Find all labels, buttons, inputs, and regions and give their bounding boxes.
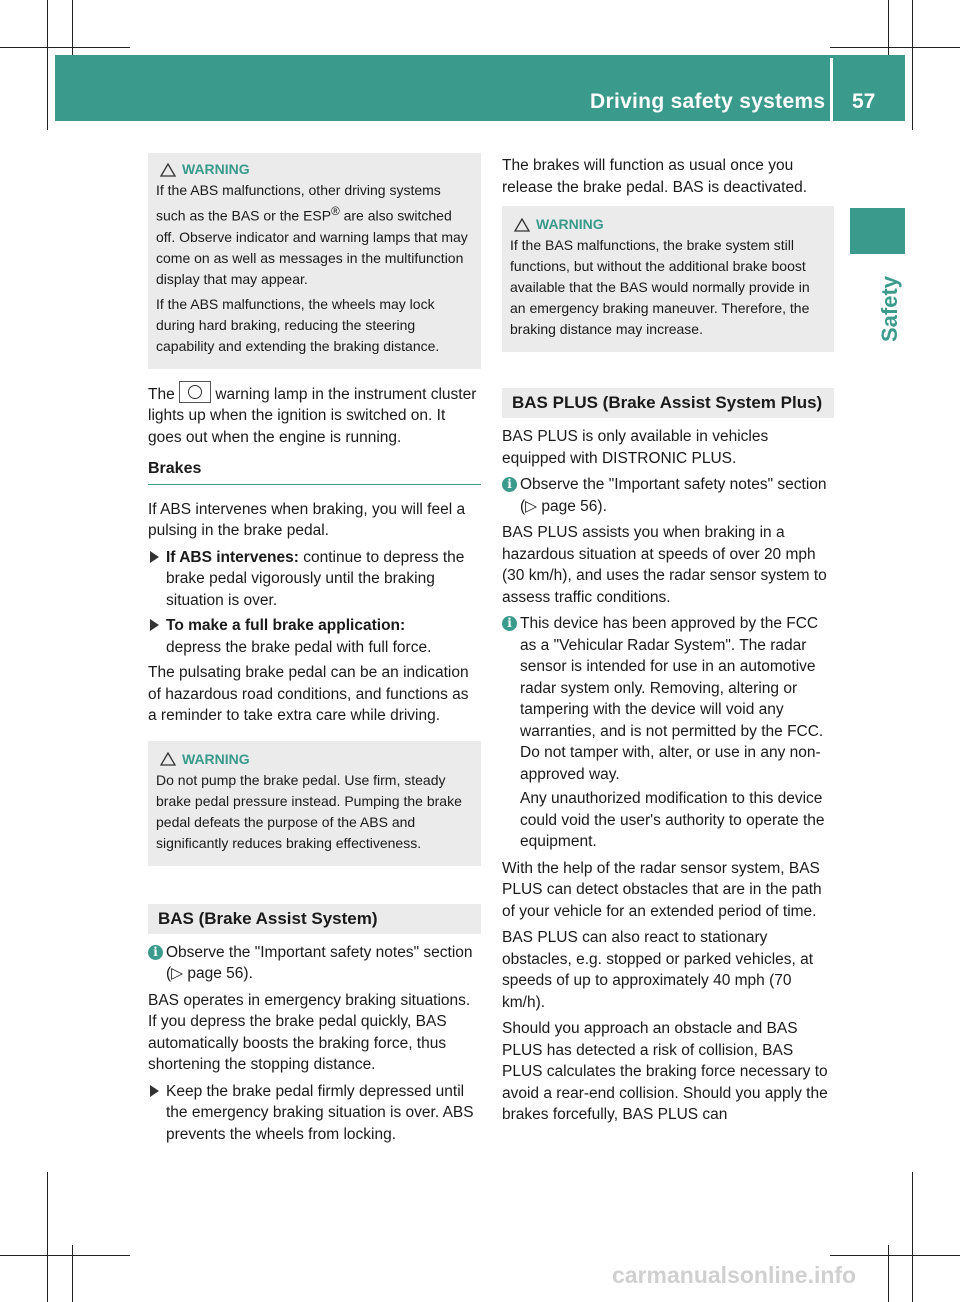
crop-mark — [72, 1245, 73, 1302]
crop-mark — [47, 0, 48, 130]
crop-mark — [47, 1172, 48, 1302]
paragraph: The brakes will function as usual once you release the brake pedal. BAS is deactivated. — [502, 157, 808, 196]
warning-triangle-icon — [160, 163, 176, 177]
page-number: 57 — [852, 90, 876, 113]
left-column — [148, 153, 481, 1149]
warning-text: If the ABS malfunctions, other driving systems such as the BAS or the ESP® are also switched off. Observe indicator and warning lamps that may come on as well as messages in the multifunction display that may appear. — [156, 182, 468, 287]
info-icon: i — [148, 945, 163, 960]
warning-title: WARNING — [160, 749, 473, 770]
paragraph: With the help of the radar sensor system, BAS PLUS can detect obstacles that are in the path of your vehicle for an extended period of time. — [502, 859, 822, 920]
crop-mark — [912, 1172, 913, 1302]
watermark: carmanualsonline.info — [612, 1262, 857, 1288]
section-heading-bas-plus: BAS PLUS (Brake Assist System Plus) — [502, 388, 834, 418]
paragraph: The warning lamp in the instrument cluster lights up when the ignition is switched on. It goes out when the engine is running. — [148, 381, 481, 449]
crop-mark — [0, 47, 130, 48]
section-tab-marker — [850, 208, 905, 254]
section-heading-bas: BAS (Brake Assist System) — [148, 904, 481, 934]
paragraph: If ABS intervenes when braking, you will feel a pulsing in the brake pedal. — [148, 500, 466, 540]
step-arrow-icon — [150, 619, 159, 631]
info-note: i Observe the "Important safety notes" section (▷ page 56). — [502, 474, 834, 517]
warning-triangle-icon — [514, 218, 530, 232]
info-note: i This device has been approved by the FCC as a "Vehicular Radar System". The radar sensor is intended for use in an automotive radar system only. Removing, altering or tampering with the device will void any warranties, and is not permitted by the FCC. Do not tamper with, alter, or use in any non-approved way. Any unauthorized modification to this device could void the user's authority to operate the equipment. — [502, 613, 834, 853]
info-icon: i — [502, 477, 517, 492]
warning-text: Do not pump the brake pedal. Use firm, steady brake pedal pressure instead. Pumping the brake pedal defeats the purpose of the ABS and significantly reduces braking effectiveness. — [156, 771, 462, 851]
crop-mark — [888, 0, 889, 60]
paragraph: BAS PLUS is only available in vehicles equipped with DISTRONIC PLUS. — [502, 428, 769, 467]
crop-mark — [830, 1255, 960, 1256]
warning-triangle-icon — [160, 752, 176, 766]
info-note: i Observe the "Important safety notes" section (▷ page 56). — [148, 942, 481, 985]
crop-mark — [888, 1245, 889, 1302]
crop-mark — [72, 0, 73, 60]
warning-text: If the ABS malfunctions, the wheels may lock during hard braking, reducing the steering capability and extending the braking distance. — [156, 295, 440, 354]
warning-text: If the BAS malfunctions, the brake system still functions, but without the additional brake boost available that the BAS would normally provide in an emergency braking maneuver. Therefore, the braking distance may increase. — [510, 237, 810, 337]
step-item: Keep the brake pedal firmly depressed until the emergency braking situation is over. ABS prevents the wheels from locking. — [148, 1081, 481, 1146]
info-icon: i — [502, 616, 517, 631]
section-tab-label: Safety — [877, 275, 902, 342]
warning-box — [148, 153, 481, 369]
paragraph: Should you approach an obstacle and BAS PLUS has detected a risk of collision, BAS PLUS calculates the braking force necessary to avoid a rear-end collision. Should you apply the brakes forcefully, BAS PLUS can — [502, 1020, 828, 1123]
header-separator — [830, 58, 833, 121]
warning-title: WARNING — [160, 159, 473, 180]
paragraph: BAS PLUS can also react to stationary obstacles, e.g. stopped or parked vehicles, at speeds of up to approximately 40 mph (70 km/h). — [502, 929, 814, 1011]
right-column — [502, 155, 834, 1131]
page-header-title: Driving safety systems — [590, 90, 826, 113]
crop-mark — [0, 1255, 130, 1256]
paragraph: BAS PLUS assists you when braking in a hazardous situation at speeds of over 20 mph (30 km/h), and uses the radar sensor system to assess traffic conditions. — [502, 524, 827, 606]
step-arrow-icon — [150, 551, 159, 563]
section-heading-brakes: Brakes — [148, 458, 481, 485]
warning-box — [148, 741, 481, 866]
abs-warning-lamp-icon — [179, 381, 211, 403]
warning-box — [502, 206, 834, 352]
step-arrow-icon — [150, 1085, 159, 1097]
paragraph: BAS operates in emergency braking situations. If you depress the brake pedal quickly, BAS automatically boosts the braking force, thus shortening the stopping distance. — [148, 991, 471, 1074]
crop-mark — [830, 47, 960, 48]
step-item: If ABS intervenes: continue to depress the brake pedal vigorously until the braking situation is over. — [148, 547, 481, 612]
step-item: To make a full brake application: depress the brake pedal with full force. — [148, 615, 481, 658]
warning-title: WARNING — [514, 214, 826, 235]
paragraph: The pulsating brake pedal can be an indication of hazardous road conditions, and functions as a reminder to take extra care while driving. — [148, 664, 469, 725]
crop-mark — [912, 0, 913, 130]
